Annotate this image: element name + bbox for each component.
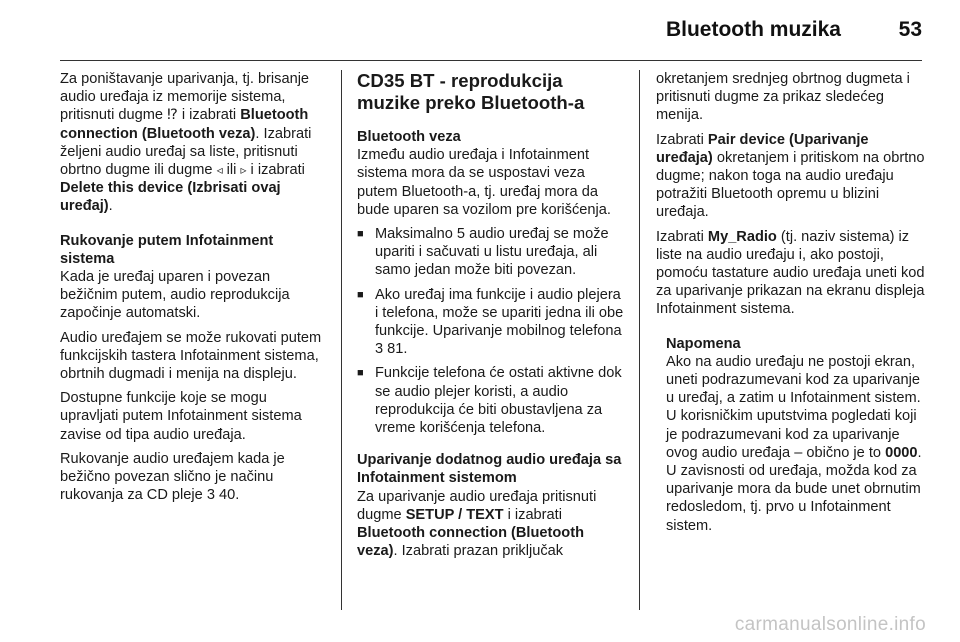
paragraph: Dostupne funkcije koje se mogu upravljati putem Infotainment sistema zavise od tipa audio uređaja. — [60, 390, 302, 443]
paragraph: Između audio uređaja i Infotainment sistema mora da se uspostavi veza putem Bluetooth-a, tj. uređaj mora da bude uparen sa vozilom pre korišćenja. — [357, 147, 611, 218]
column-divider-2 — [639, 70, 640, 610]
note-text: Ako na audio uređaju ne postoji ekran, uneti podrazumevani kod za uparivanje u uređaj, a zatim u Infotainment sistem. U korisničkim uputstvima pogledati koji je podrazumevani kod za uparivanje ovog audio uređaja – obično je to 0000. U zavisnosti od uređaja, možda kod za uparivanje mora da bude unet obrnutim redosledom, tj. prvo u Infotainment sistem. — [666, 353, 922, 534]
paragraph-cd-reference: Rukovanje audio uređajem kada je bežično povezan slično je načinu rukovanja za CD pleje 3 40. — [60, 450, 285, 504]
right-arrow-icon: ▹ — [240, 163, 247, 178]
list-item: ■ Funkcije telefona će ostati aktivne dok se audio plejer koristi, a audio reprodukcija će biti obustavljena za vreme korišćenja telefona. — [357, 364, 627, 437]
phone-menu-icon: ⁉ — [167, 107, 178, 124]
note-heading: Napomena — [666, 335, 741, 352]
page-reference-link[interactable]: 81. — [383, 341, 408, 358]
list-item: ■ Ako uređaj ima funkcije i audio plejera i telefona, može se upariti jedna ili obe funkcije. Uparivanje mobilnog telefona 3 81. — [357, 286, 627, 359]
page-reference-icon: 3 — [375, 341, 384, 358]
column-left — [60, 70, 328, 510]
section-title: CD35 BT - reprodukcija muzike preko Bluetooth-a — [357, 70, 585, 113]
left-arrow-icon: ◃ — [216, 163, 223, 178]
page-title: Bluetooth muzika — [665, 18, 841, 41]
paragraph: Audio uređajem se može rukovati putem funkcijskih tastera Infotainment sistema, obrtnih dugmadi i menija na displeju. — [60, 329, 322, 383]
column-divider-1 — [341, 70, 342, 610]
unpair-paragraph: Za poništavanje uparivanja, tj. brisanje audio uređaja iz memorije sistema, pritisnuti dugme ⁉ i izabrati Bluetooth connection (Bluetooth veza). Izabrati željeni audio uređaj sa liste, pritisnuti obrtno dugme ili dugme ◃ ili ▹ i izabrati Delete this device (Izbrisati ovaj uređaj). — [60, 71, 312, 215]
paragraph: Za uparivanje audio uređaja pritisnuti dugme SETUP / TEXT i izabrati Bluetooth connection (Bluetooth veza). Izabrati prazan priključak — [357, 488, 597, 560]
header-divider — [60, 60, 922, 61]
section-heading-pairing: Uparivanje dodatnog audio uređaja sa Infotainment sistemom — [357, 452, 622, 487]
section-heading-operation: Rukovanje putem Infotainment sistema — [60, 232, 274, 267]
bullet-list — [357, 225, 627, 437]
paragraph: Izabrati Pair device (Uparivanje uređaja) okretanjem i pritiskom na obrtno dugme; nakon toga na audio uređaju potražiti Bluetooth opremu u blizini uređaja. — [656, 131, 925, 221]
note-box — [666, 335, 926, 535]
section-heading-bluetooth: Bluetooth veza — [357, 129, 461, 145]
column-right — [656, 70, 926, 541]
paragraph: Kada je uređaj uparen i povezan bežičnim putem, audio reprodukcija započinje automatski. — [60, 269, 290, 322]
page-number: 53 — [898, 18, 922, 41]
page-reference-link[interactable]: 40. — [214, 487, 240, 504]
paragraph: okretanjem srednjeg obrtnog dugmeta i pritisnuti dugme za prikaz sledećeg menija. — [656, 71, 910, 124]
page-reference-icon: 3 — [206, 487, 215, 504]
list-item: ■ Maksimalno 5 audio uređaj se može upariti i sačuvati u listu uređaja, ali samo jedan može biti povezan. — [357, 225, 627, 280]
column-middle — [357, 70, 627, 566]
watermark: carmanualsonline.info — [734, 614, 926, 635]
paragraph: Izabrati My_Radio (tj. naziv sistema) iz liste na audio uređaju i, ako postoji, pomoću tastature audio uređaja uneti kod za uparivanje prikazan na ekranu displeja Infotainment sistema. — [656, 228, 925, 318]
page-header — [0, 0, 960, 60]
